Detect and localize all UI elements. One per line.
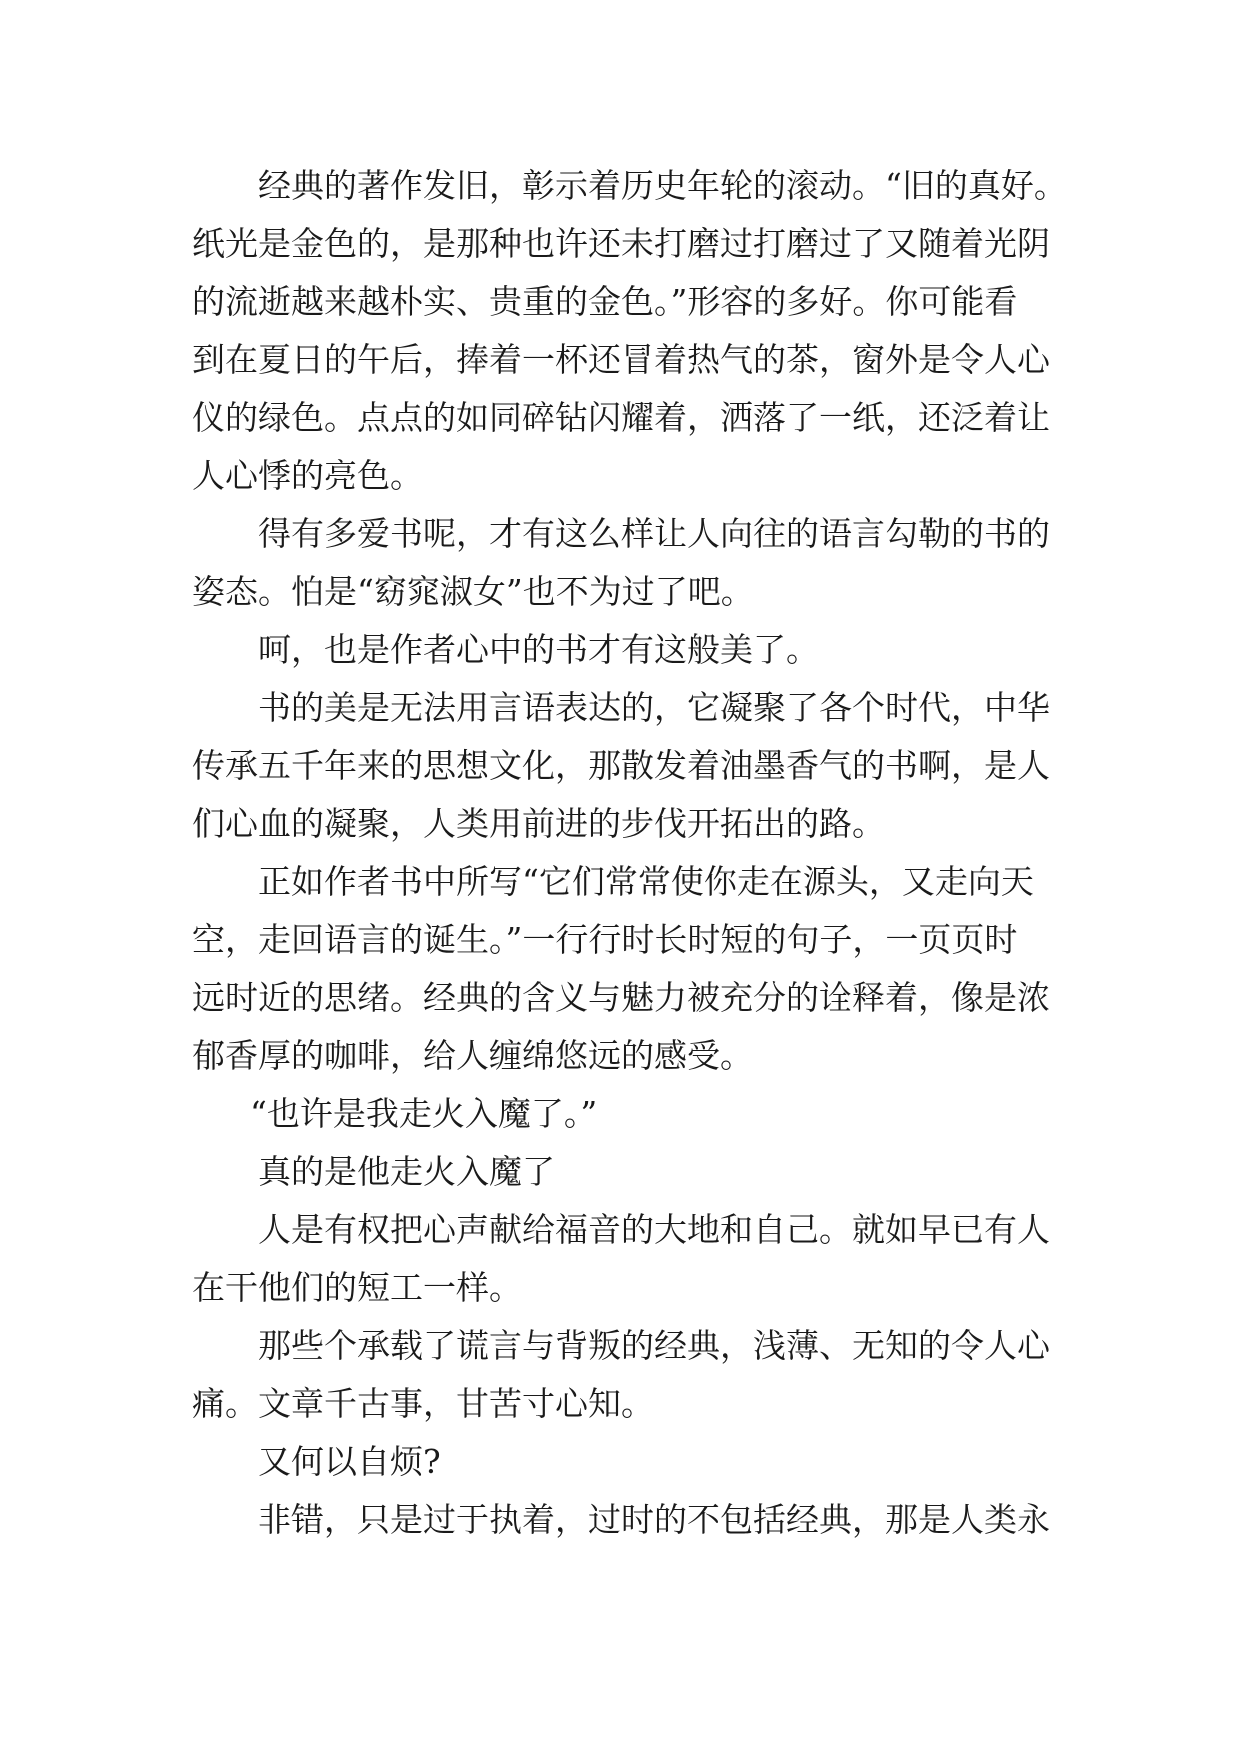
paragraph-line: 又何以自烦?	[258, 1442, 441, 1481]
paragraph-line: 正如作者书中所写“它们常常使你走在源头，又走向天	[258, 862, 1034, 901]
paragraph-line: 书的美是无法用言语表达的，它凝聚了各个时代，中华	[258, 688, 1050, 727]
paragraph-line: 人心悸的亮色。	[192, 456, 423, 495]
paragraph-line: 郁香厚的咖啡，给人缠绵悠远的感受。	[192, 1036, 753, 1075]
paragraph-line: 姿态。怕是“窈窕淑女”也不为过了吧。	[192, 572, 754, 611]
paragraph-line: 痛。文章千古事，甘苦寸心知。	[192, 1384, 654, 1423]
paragraph-line: 的流逝越来越朴实、贵重的金色。”形容的多好。你可能看	[192, 282, 1018, 321]
paragraph-line: 得有多爱书呢，才有这么样让人向往的语言勾勒的书的	[258, 514, 1050, 553]
paragraph-line: “也许是我走火入魔了。”	[250, 1094, 598, 1133]
paragraph-line: 到在夏日的午后，捧着一杯还冒着热气的茶，窗外是令人心	[192, 340, 1050, 379]
paragraph-line: 们心血的凝聚，人类用前进的步伐开拓出的路。	[192, 804, 885, 843]
paragraph-line: 非错，只是过于执着，过时的不包括经典，那是人类永	[258, 1500, 1050, 1539]
paragraph-line: 呵，也是作者心中的书才有这般美了。	[258, 630, 819, 669]
paragraph-line: 真的是他走火入魔了	[258, 1152, 555, 1191]
paragraph-line: 远时近的思绪。经典的含义与魅力被充分的诠释着，像是浓	[192, 978, 1050, 1017]
paragraph-line: 经典的著作发旧，彰示着历史年轮的滚动。“旧的真好。	[258, 166, 1067, 205]
paragraph-line: 仪的绿色。点点的如同碎钻闪耀着，洒落了一纸，还泛着让	[192, 398, 1050, 437]
paragraph-line: 传承五千年来的思想文化，那散发着油墨香气的书啊，是人	[192, 746, 1050, 785]
paragraph-line: 在干他们的短工一样。	[192, 1268, 522, 1307]
paragraph-line: 纸光是金色的，是那种也许还未打磨过打磨过了又随着光阴	[192, 224, 1050, 263]
paragraph-line: 空，走回语言的诞生。”一行行时长时短的句子，一页页时	[192, 920, 1018, 959]
paragraph-line: 那些个承载了谎言与背叛的经典，浅薄、无知的令人心	[258, 1326, 1050, 1365]
paragraph-line: 人是有权把心声献给福音的大地和自己。就如早已有人	[258, 1210, 1050, 1249]
essay-body	[192, 157, 1067, 1549]
